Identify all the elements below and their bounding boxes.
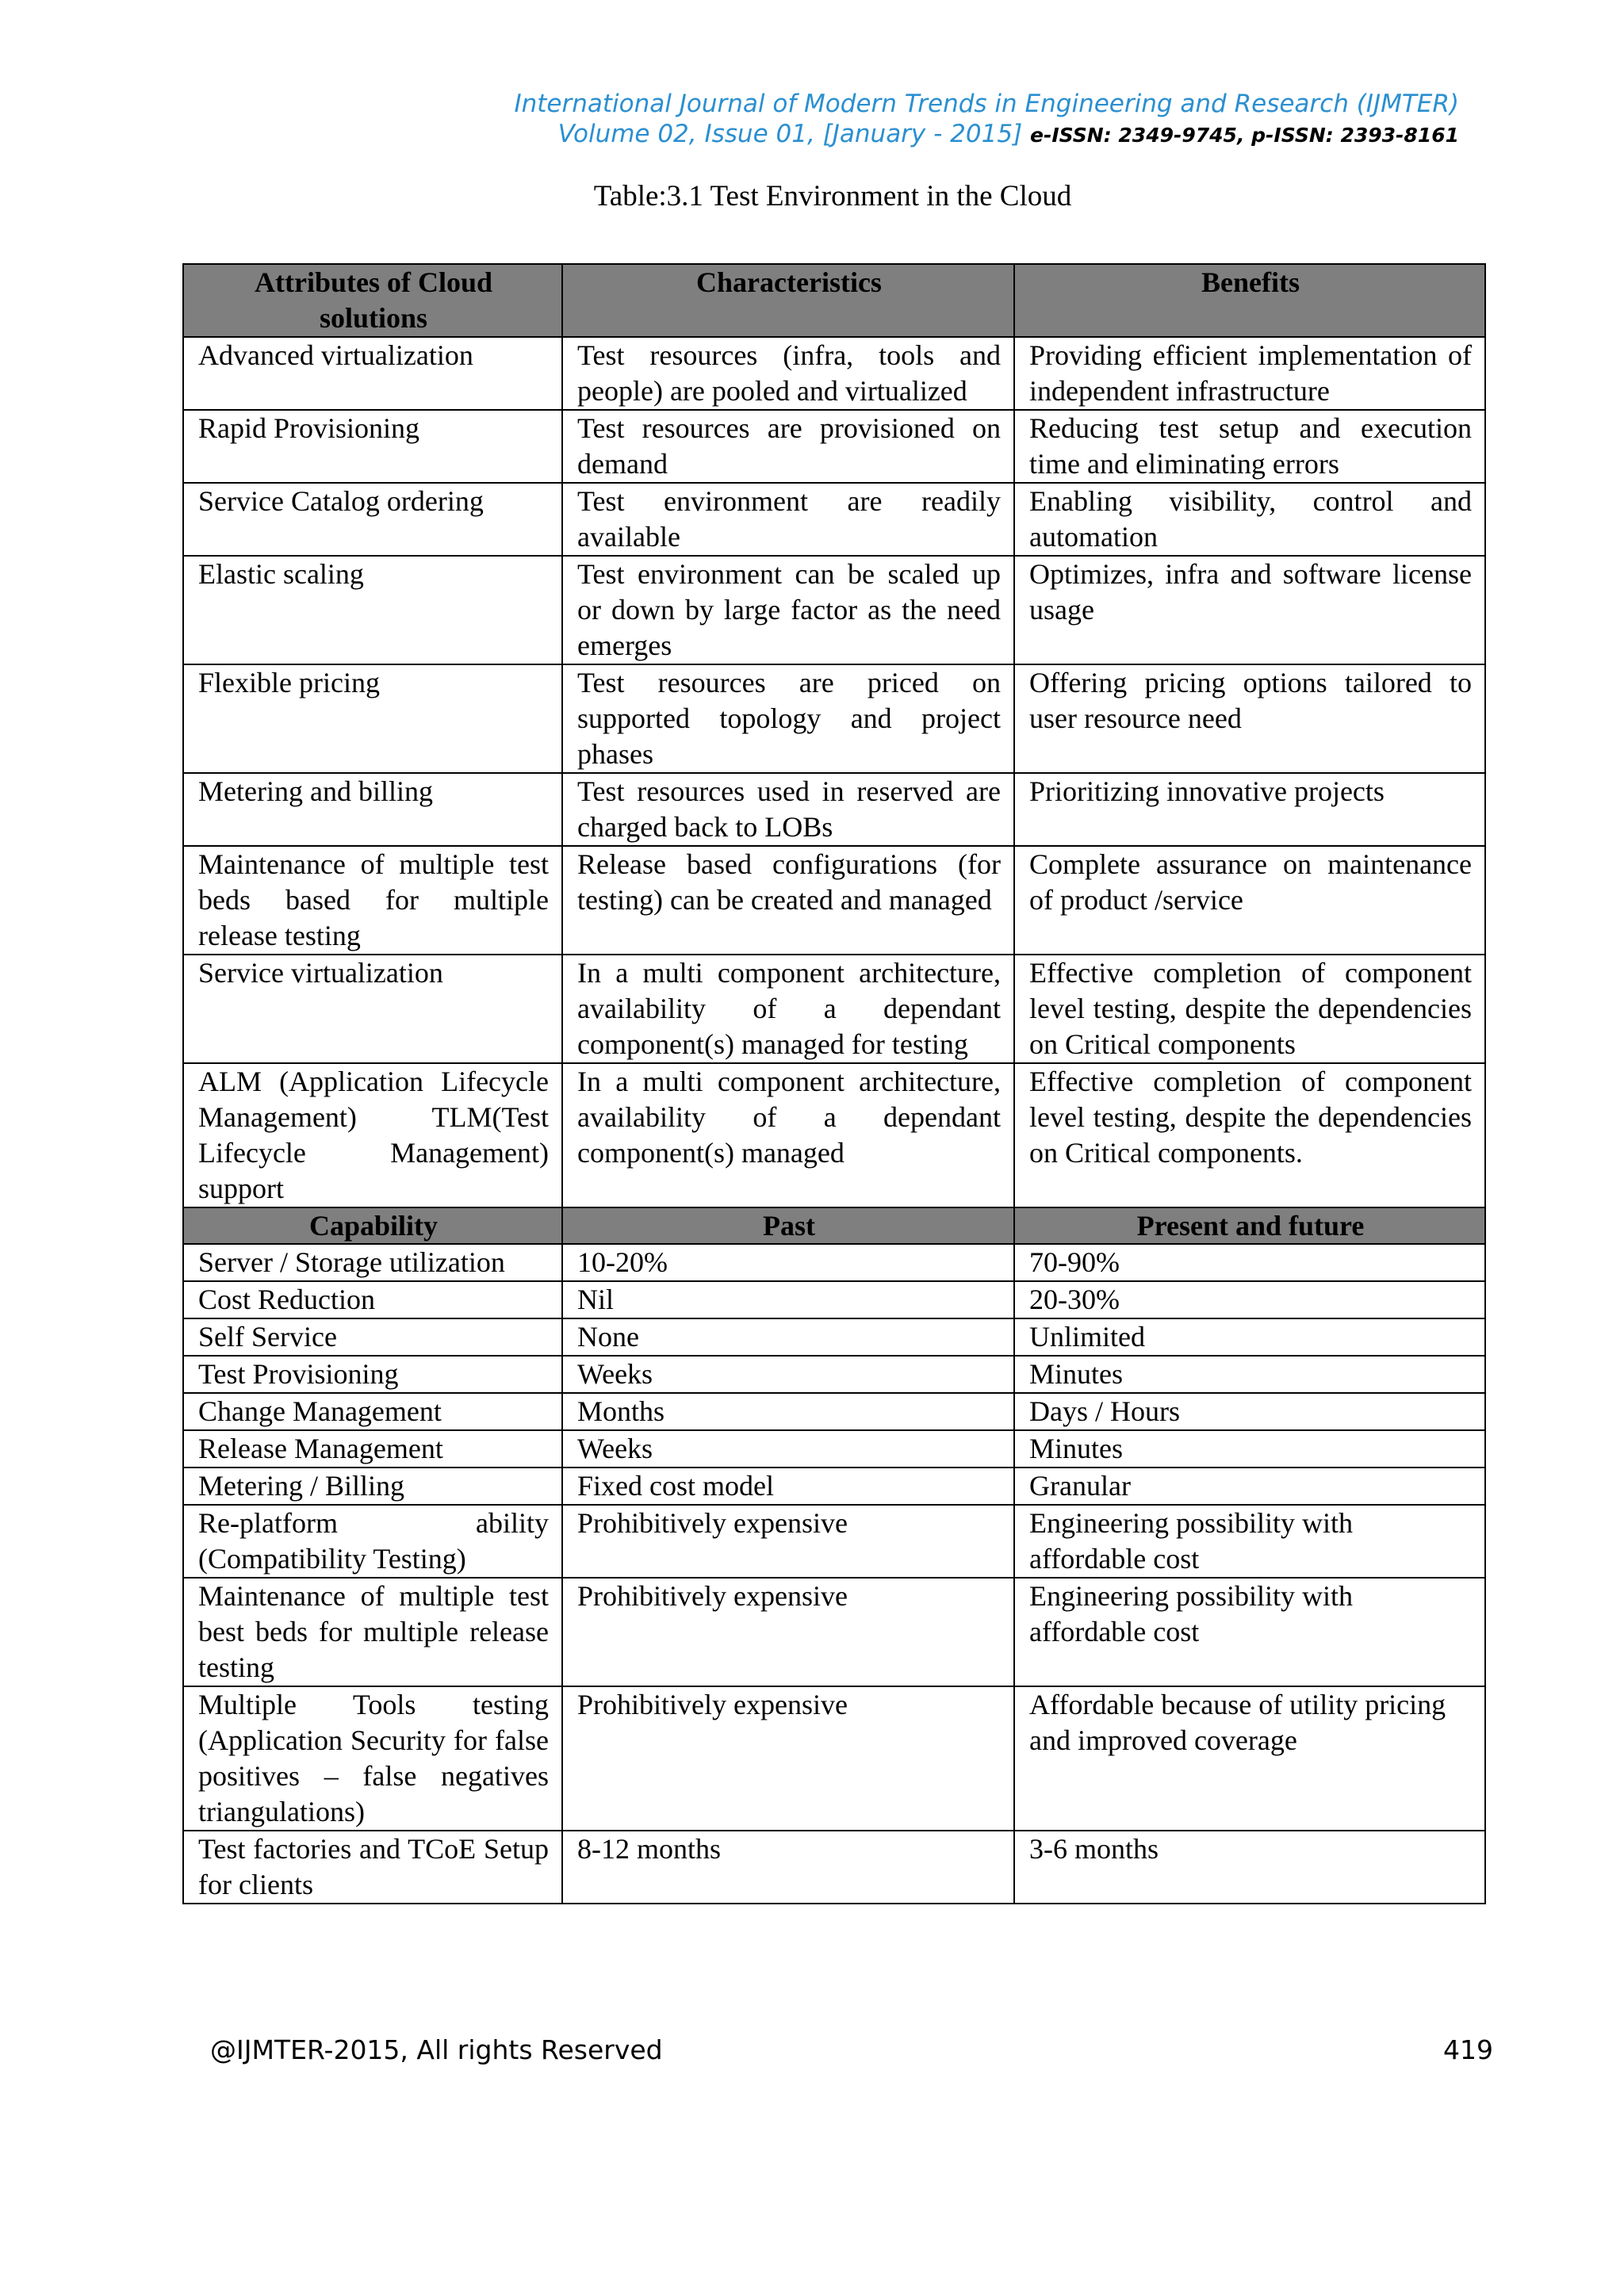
table-row xyxy=(183,1318,1485,1356)
journal-title: International Journal of Modern Trends in Engineering and Research (IJMTER) xyxy=(514,90,1459,118)
table-row xyxy=(183,1356,1485,1393)
table-cell: Test factories and TCoE Setup for clients xyxy=(183,1831,562,1904)
table-cell: None xyxy=(562,1318,1014,1356)
table-cell: 20-30% xyxy=(1014,1281,1485,1318)
page-number: 419 xyxy=(1443,2034,1493,2065)
table-cell: Engineering possibility with affordable cost xyxy=(1014,1505,1485,1578)
table-cell: Server / Storage utilization xyxy=(183,1244,562,1281)
table-cell: ALM (Application Lifecycle Management) TLM(Test Lifecycle Management) support xyxy=(183,1063,562,1207)
table-cell: Service virtualization xyxy=(183,955,562,1063)
table-cell: Release based configurations (for testing) can be created and managed xyxy=(562,846,1014,955)
table-row xyxy=(183,1505,1485,1578)
table-cell: Nil xyxy=(562,1281,1014,1318)
table-cell: Test environment are readily available xyxy=(562,483,1014,556)
header-past: Past xyxy=(562,1207,1014,1244)
journal-header xyxy=(514,89,1459,151)
table-row xyxy=(183,1578,1485,1686)
journal-volume-line xyxy=(514,119,1459,151)
table-cell: Maintenance of multiple test best beds for multiple release testing xyxy=(183,1578,562,1686)
table-row xyxy=(183,1063,1485,1207)
table-cell: Metering / Billing xyxy=(183,1468,562,1505)
header-characteristics: Characteristics xyxy=(562,264,1014,337)
table-cell: Test Provisioning xyxy=(183,1356,562,1393)
table-cell: Metering and billing xyxy=(183,773,562,846)
table-cell: Self Service xyxy=(183,1318,562,1356)
header-benefits: Benefits xyxy=(1014,264,1485,337)
table-cell: Release Management xyxy=(183,1430,562,1468)
table-cell: Minutes xyxy=(1014,1356,1485,1393)
table-cell: Change Management xyxy=(183,1393,562,1430)
table-cell: 10-20% xyxy=(562,1244,1014,1281)
table-row xyxy=(183,337,1485,410)
capability-section xyxy=(183,1207,1485,1904)
table-caption: Table:3.1 Test Environment in the Cloud xyxy=(593,180,1072,212)
table-cell: 8-12 months xyxy=(562,1831,1014,1904)
table-cell: Enabling visibility, control and automation xyxy=(1014,483,1485,556)
table-row xyxy=(183,1244,1485,1281)
header-attributes: Attributes of Cloud solutions xyxy=(183,264,562,337)
table-cell: Affordable because of utility pricing and improved coverage xyxy=(1014,1686,1485,1831)
table-cell: Effective completion of component level testing, despite the dependencies on Critical components xyxy=(1014,955,1485,1063)
table-row xyxy=(183,846,1485,955)
table-cell: Offering pricing options tailored to user resource need xyxy=(1014,664,1485,773)
table-cell: Optimizes, infra and software license usage xyxy=(1014,556,1485,664)
table-cell: Flexible pricing xyxy=(183,664,562,773)
table-cell: Test environment can be scaled up or down by large factor as the need emerges xyxy=(562,556,1014,664)
table-cell: Prioritizing innovative projects xyxy=(1014,773,1485,846)
table-cell: Days / Hours xyxy=(1014,1393,1485,1430)
table-cell: Minutes xyxy=(1014,1430,1485,1468)
table-cell: Weeks xyxy=(562,1356,1014,1393)
capability-header-row xyxy=(183,1207,1485,1244)
table-row xyxy=(183,664,1485,773)
journal-volume: Volume 02, Issue 01, [January - 2015] xyxy=(557,120,1023,148)
table-cell: Multiple Tools testing (Application Security for false positives – false negatives triangulations) xyxy=(183,1686,562,1831)
table-row xyxy=(183,483,1485,556)
table-cell: Unlimited xyxy=(1014,1318,1485,1356)
table-cell: Months xyxy=(562,1393,1014,1430)
table-row xyxy=(183,1468,1485,1505)
table-cell: Re-platform ability (Compatibility Testing) xyxy=(183,1505,562,1578)
table-cell: Advanced virtualization xyxy=(183,337,562,410)
table-cell: In a multi component architecture, availability of a dependant component(s) managed for testing xyxy=(562,955,1014,1063)
table-cell: Test resources used in reserved are charged back to LOBs xyxy=(562,773,1014,846)
table-cell: Prohibitively expensive xyxy=(562,1578,1014,1686)
table-cell: 70-90% xyxy=(1014,1244,1485,1281)
table-cell: Fixed cost model xyxy=(562,1468,1014,1505)
table-cell: Test resources are provisioned on demand xyxy=(562,410,1014,483)
journal-issn: e-ISSN: 2349-9745, p-ISSN: 2393-8161 xyxy=(1030,124,1459,147)
table-cell: 3-6 months xyxy=(1014,1831,1485,1904)
table-cell: Service Catalog ordering xyxy=(183,483,562,556)
table-row xyxy=(183,1686,1485,1831)
table-cell: Complete assurance on maintenance of product /service xyxy=(1014,846,1485,955)
table-cell: Weeks xyxy=(562,1430,1014,1468)
table-row xyxy=(183,773,1485,846)
table-row xyxy=(183,556,1485,664)
test-environment-table xyxy=(182,263,1486,1904)
table-cell: Maintenance of multiple test beds based for multiple release testing xyxy=(183,846,562,955)
header-capability: Capability xyxy=(183,1207,562,1244)
table-cell: In a multi component architecture, availability of a dependant component(s) managed xyxy=(562,1063,1014,1207)
table-cell: Elastic scaling xyxy=(183,556,562,664)
table-cell: Granular xyxy=(1014,1468,1485,1505)
attributes-header-row xyxy=(183,264,1485,337)
table-cell: Rapid Provisioning xyxy=(183,410,562,483)
table-cell: Effective completion of component level testing, despite the dependencies on Critical components. xyxy=(1014,1063,1485,1207)
table-cell: Cost Reduction xyxy=(183,1281,562,1318)
table-row xyxy=(183,410,1485,483)
table-cell: Engineering possibility with affordable cost xyxy=(1014,1578,1485,1686)
footer-copyright: @IJMTER-2015, All rights Reserved xyxy=(210,2034,663,2065)
table-row xyxy=(183,1831,1485,1904)
table-cell: Providing efficient implementation of independent infrastructure xyxy=(1014,337,1485,410)
table-row xyxy=(183,1393,1485,1430)
table-cell: Test resources (infra, tools and people) are pooled and virtualized xyxy=(562,337,1014,410)
table-cell: Reducing test setup and execution time and eliminating errors xyxy=(1014,410,1485,483)
header-present-future: Present and future xyxy=(1014,1207,1485,1244)
table-cell: Prohibitively expensive xyxy=(562,1505,1014,1578)
table-row xyxy=(183,955,1485,1063)
table-row xyxy=(183,1430,1485,1468)
attributes-section xyxy=(183,264,1485,1207)
table-cell: Prohibitively expensive xyxy=(562,1686,1014,1831)
table-cell: Test resources are priced on supported topology and project phases xyxy=(562,664,1014,773)
table-row xyxy=(183,1281,1485,1318)
